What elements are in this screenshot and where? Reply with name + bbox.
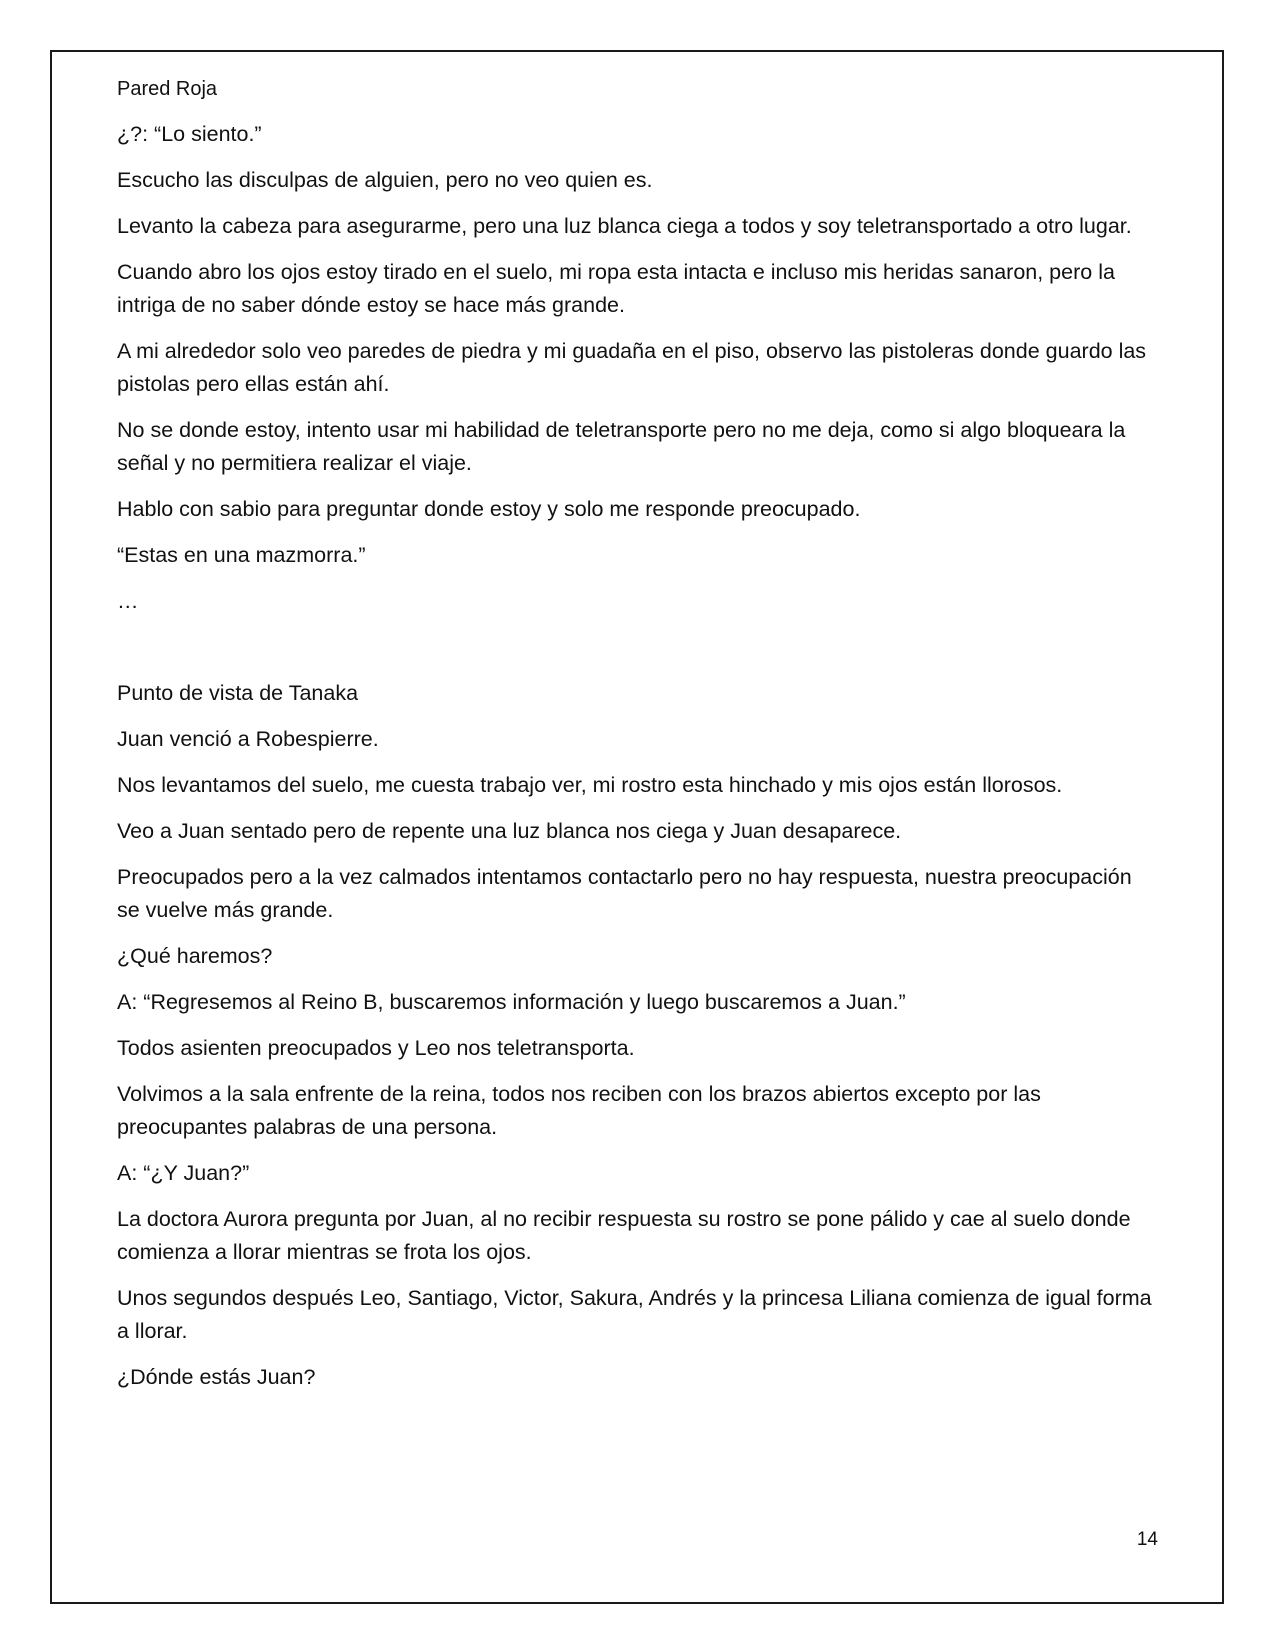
paragraph: Nos levantamos del suelo, me cuesta trabajo ver, mi rostro esta hinchado y mis ojos están llorosos. xyxy=(117,773,1063,797)
section-heading: Punto de vista de Tanaka xyxy=(117,681,359,705)
ellipsis-paragraph: … xyxy=(117,589,139,613)
page-number: 14 xyxy=(1136,1529,1158,1550)
document-body xyxy=(117,118,1157,1407)
running-header: Pared Roja xyxy=(117,78,218,100)
paragraph: A: “Regresemos al Reino B, buscaremos información y luego buscaremos a Juan.” xyxy=(117,990,906,1014)
paragraph: A mi alrededor solo veo paredes de piedra y mi guadaña en el piso, observo las pistoleras donde guardo las pistolas pero ellas están ahí. xyxy=(117,339,1147,396)
paragraph: Veo a Juan sentado pero de repente una luz blanca nos ciega y Juan desaparece. xyxy=(117,819,902,843)
paragraph: Juan venció a Robespierre. xyxy=(117,727,379,751)
paragraph: Unos segundos después Leo, Santiago, Victor, Sakura, Andrés y la princesa Liliana comienza de igual forma a llorar. xyxy=(117,1286,1152,1343)
paragraph: ¿Qué haremos? xyxy=(117,944,273,968)
paragraph: Preocupados pero a la vez calmados intentamos contactarlo pero no hay respuesta, nuestra preocupación se vuelve más grande. xyxy=(117,865,1132,922)
paragraph: Hablo con sabio para preguntar donde estoy y solo me responde preocupado. xyxy=(117,497,861,521)
paragraph: “Estas en una mazmorra.” xyxy=(117,543,366,567)
paragraph: ¿?: “Lo siento.” xyxy=(117,122,262,146)
paragraph: ¿Dónde estás Juan? xyxy=(117,1365,316,1389)
paragraph: No se donde estoy, intento usar mi habilidad de teletransporte pero no me deja, como si algo bloqueara la señal y no permitiera realizar el viaje. xyxy=(117,418,1126,475)
paragraph: Volvimos a la sala enfrente de la reina, todos nos reciben con los brazos abiertos excepto por las preocupantes palabras de una persona. xyxy=(117,1082,1041,1139)
paragraph: Todos asienten preocupados y Leo nos teletransporta. xyxy=(117,1036,635,1060)
paragraph: Escucho las disculpas de alguien, pero no veo quien es. xyxy=(117,168,653,192)
paragraph: Cuando abro los ojos estoy tirado en el suelo, mi ropa esta intacta e incluso mis heridas sanaron, pero la intriga de no saber dónde estoy se hace más grande. xyxy=(117,260,1115,317)
section-gap xyxy=(117,631,1157,677)
paragraph: A: “¿Y Juan?” xyxy=(117,1161,250,1185)
paragraph: Levanto la cabeza para asegurarme, pero una luz blanca ciega a todos y soy teletransportado a otro lugar. xyxy=(117,214,1132,238)
paragraph: La doctora Aurora pregunta por Juan, al no recibir respuesta su rostro se pone pálido y cae al suelo donde comienza a llorar mientras se frota los ojos. xyxy=(117,1207,1131,1264)
